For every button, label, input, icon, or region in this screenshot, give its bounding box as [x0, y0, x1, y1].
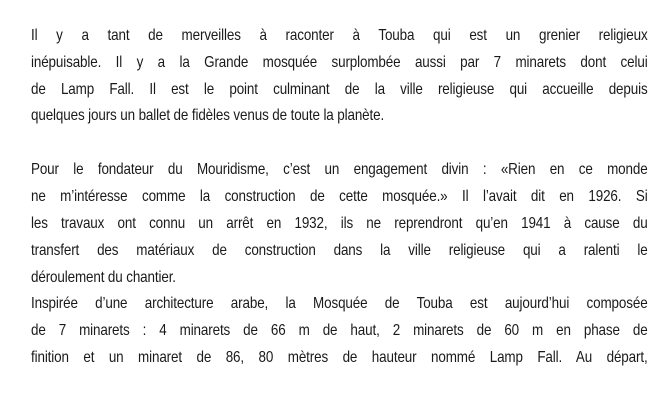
paragraph-3 — [31, 291, 648, 371]
paragraph-line: Inspirée d’une architecture arabe, la Mosquée de Touba est aujourd’hui composée — [31, 295, 648, 313]
paragraph-1 — [31, 23, 648, 130]
paragraph-spacer — [31, 130, 648, 157]
paragraph-line: finition et un minaret de 86, 80 mètres de hauteur nommé Lamp Fall. Au départ, — [31, 348, 648, 366]
paragraph-line: quelques jours un ballet de fidèles venus de toute la planète. — [31, 107, 385, 125]
paragraph-line: Pour le fondateur du Mouridisme, c’est un engagement divin : «Rien en ce monde — [31, 161, 648, 179]
paragraph-line: inépuisable. Il y a la Grande mosquée surplombée aussi par 7 minarets dont celui — [31, 53, 648, 71]
paragraph-line: déroulement du chantier. — [31, 268, 176, 286]
paragraph-line: Il y a tant de merveilles à raconter à Touba qui est un grenier religieux — [31, 27, 648, 44]
paragraph-line: de 7 minarets : 4 minarets de 66 m de haut, 2 minarets de 60 m en phase de — [31, 322, 648, 340]
paragraph-line: les travaux ont connu un arrêt en 1932, ils ne reprendront qu’en 1941 à cause du — [31, 214, 648, 232]
paragraph-line: de Lamp Fall. Il est le point culminant de la ville religieuse qui accueille depuis — [31, 80, 648, 98]
paragraph-2 — [31, 157, 648, 291]
paragraph-line: ne m’intéresse comme la construction de cette mosquée.» Il l’avait dit en 1926. Si — [31, 188, 648, 206]
paragraph-line: transfert des matériaux de construction dans la ville religieuse qui a ralenti le — [31, 241, 648, 259]
article-body — [31, 23, 648, 372]
